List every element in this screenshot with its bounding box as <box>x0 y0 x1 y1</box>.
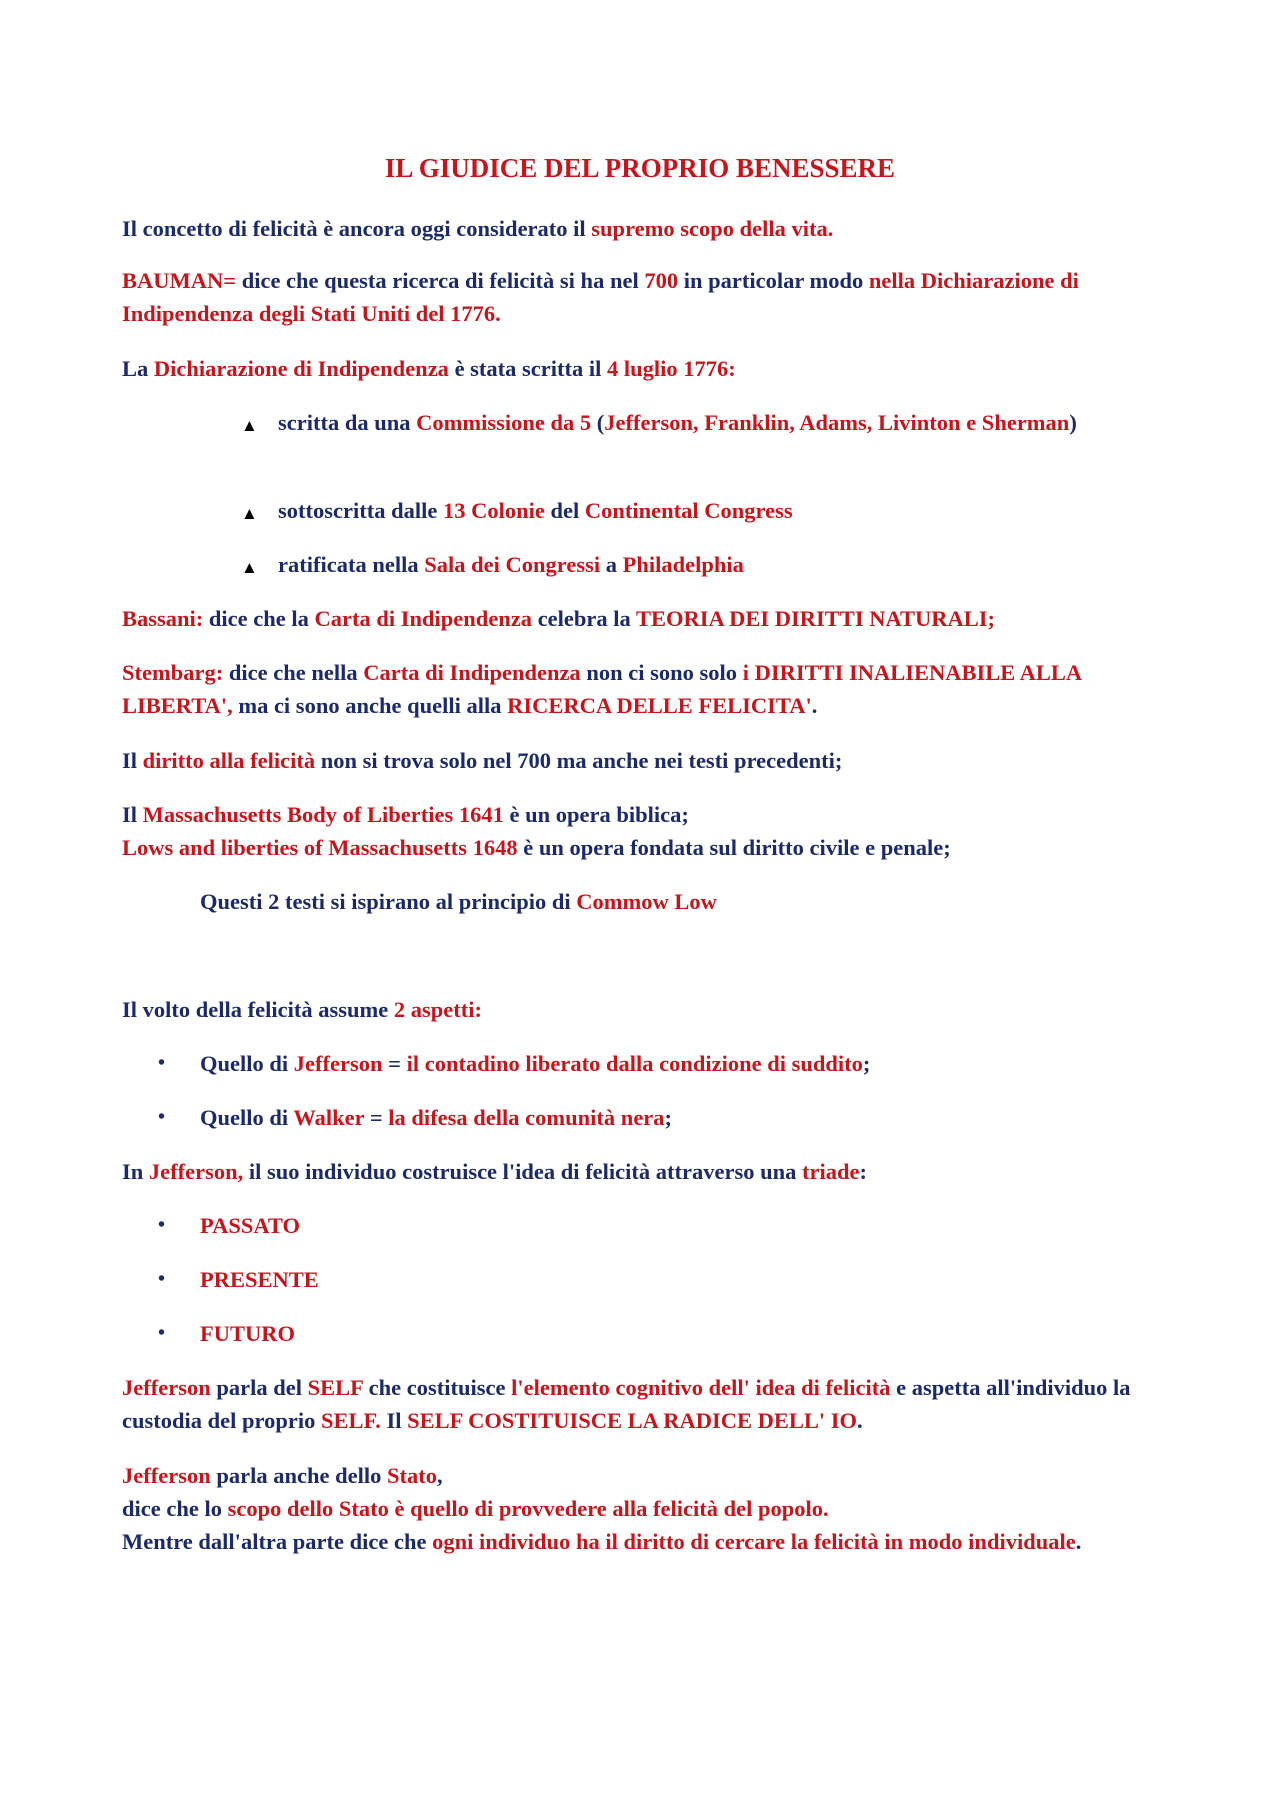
text: Il <box>122 802 143 827</box>
highlight: Jefferson <box>122 1375 211 1400</box>
highlight: la difesa della comunità nera <box>388 1105 665 1130</box>
list-item <box>200 1047 1160 1080</box>
paragraph-diritto <box>122 744 1162 777</box>
dot-bullet-icon: • <box>158 1268 166 1290</box>
triade-item-futuro: FUTURO <box>200 1321 295 1346</box>
highlight: SELF COSTITUISCE LA RADICE DELL' IO <box>407 1408 858 1433</box>
highlight: 700 <box>644 268 679 293</box>
highlight: SELF. <box>320 1408 381 1433</box>
highlight: Continental Congress <box>584 498 793 523</box>
text: dice che nella <box>223 660 364 685</box>
highlight: nella Dichiarazione di Indipendenza degli Stati Uniti del 1776. <box>122 268 1079 326</box>
text: Il <box>122 748 143 773</box>
text: è stata scritta il <box>448 356 608 381</box>
page-title: IL GIUDICE DEL PROPRIO BENESSERE <box>384 153 896 183</box>
highlight: TEORIA DEI DIRITTI NATURALI; <box>636 606 996 631</box>
text: celebra la <box>532 606 636 631</box>
text: Il concetto di felicità è ancora oggi considerato il <box>122 216 592 241</box>
text: il suo individuo costruisce l'idea di felicità attraverso una <box>243 1159 803 1184</box>
highlight: ogni individuo ha il diritto di cercare la felicità in modo individuale <box>432 1529 1076 1554</box>
text: ( <box>591 410 605 435</box>
text: ) <box>1069 410 1077 435</box>
paragraph-stato <box>122 1459 1162 1492</box>
highlight: scopo dello Stato è quello di provvedere alla felicità del popolo. <box>227 1496 829 1521</box>
text: dice che questa ricerca di felicità si ha nel <box>236 268 645 293</box>
list-item <box>278 548 1158 581</box>
paragraph-bauman <box>122 264 1162 330</box>
text: , <box>436 1463 443 1488</box>
text: è un opera fondata sul diritto civile e penale; <box>517 835 951 860</box>
list-item <box>200 1101 1160 1134</box>
list-item <box>278 406 1158 439</box>
text: Quello di <box>200 1051 294 1076</box>
text: Quello di <box>200 1105 294 1130</box>
paragraph-individuo <box>122 1525 1162 1558</box>
dot-bullet-icon: • <box>158 1322 166 1344</box>
list-item <box>278 494 1158 527</box>
highlight: Jefferson <box>293 1051 383 1076</box>
text: : <box>859 1159 867 1184</box>
highlight: Jefferson, Franklin, Adams, Livinton e Sherman <box>604 410 1070 435</box>
text: ma ci sono anche quelli alla <box>232 693 508 718</box>
highlight: 2 aspetti: <box>393 997 482 1022</box>
dot-bullet-icon: • <box>158 1214 166 1236</box>
text: non ci sono solo <box>580 660 743 685</box>
paragraph-commow-low <box>200 885 1160 918</box>
text: dice che lo <box>122 1496 228 1521</box>
text: . <box>811 693 818 718</box>
black-triangle-bullet-icon: ▲ <box>241 416 258 435</box>
paragraph-stembarg <box>122 656 1162 722</box>
highlight: SELF <box>307 1375 364 1400</box>
text: . <box>1075 1529 1082 1554</box>
text: ; <box>664 1105 673 1130</box>
highlight: Dichiarazione di Indipendenza <box>153 356 449 381</box>
text: sottoscritta dalle <box>278 498 443 523</box>
paragraph-volto <box>122 993 1162 1026</box>
text: che costituisce <box>363 1375 512 1400</box>
author-name: Bassani: <box>122 606 204 631</box>
paragraph-massachusetts-1648 <box>122 831 1162 864</box>
highlight: i DIRITTI INALIENABILE ALLA LIBERTA', <box>122 660 1081 718</box>
paragraph-bassani <box>122 602 1162 635</box>
highlight: Commow Low <box>576 889 717 914</box>
highlight: Jefferson, <box>148 1159 244 1184</box>
text: è un opera biblica; <box>503 802 689 827</box>
text: in particolar modo <box>678 268 869 293</box>
highlight: supremo scopo della vita. <box>591 216 834 241</box>
text: dice che la <box>203 606 315 631</box>
highlight: diritto alla felicità <box>142 748 316 773</box>
text: Il <box>380 1408 408 1433</box>
text: parla anche dello <box>210 1463 387 1488</box>
triade-item-presente: PRESENTE <box>200 1267 319 1292</box>
text: Questi 2 testi si ispirano al principio di <box>200 889 577 914</box>
paragraph-dichiarazione <box>122 352 1162 385</box>
paragraph-massachusetts-1641 <box>122 798 1162 831</box>
text: del <box>544 498 585 523</box>
text: Mentre dall'altra parte dice che <box>122 1529 433 1554</box>
black-triangle-bullet-icon: ▲ <box>241 504 258 523</box>
author-name: Stembarg: <box>122 660 224 685</box>
text: e aspetta all'individuo la custodia del proprio <box>122 1375 1131 1433</box>
text: ratificata nella <box>278 552 425 577</box>
triade-item-passato: PASSATO <box>200 1213 301 1238</box>
text: scritta da una <box>278 410 417 435</box>
text: = <box>382 1051 407 1076</box>
highlight: Sala dei Congressi <box>424 552 601 577</box>
text: a <box>600 552 623 577</box>
highlight: Carta di Indipendenza <box>363 660 581 685</box>
highlight: Walker <box>293 1105 365 1130</box>
highlight: Carta di Indipendenza <box>314 606 533 631</box>
highlight: Commissione da 5 <box>416 410 592 435</box>
text: . <box>857 1408 863 1433</box>
highlight: Massachusetts Body of Liberties 1641 <box>142 802 504 827</box>
dot-bullet-icon: • <box>158 1106 166 1128</box>
black-triangle-bullet-icon: ▲ <box>241 558 258 577</box>
highlight: Jefferson <box>122 1463 211 1488</box>
text: ; <box>862 1051 871 1076</box>
highlight: 4 luglio 1776: <box>607 356 736 381</box>
author-name: BAUMAN= <box>122 268 237 293</box>
text: non si trova solo nel 700 ma anche nei testi precedenti; <box>315 748 843 773</box>
text: Il volto della felicità assume <box>122 997 394 1022</box>
highlight: il contadino liberato dalla condizione di suddito <box>406 1051 863 1076</box>
highlight: triade <box>802 1159 860 1184</box>
paragraph-concept <box>122 212 1162 245</box>
highlight: l'elemento cognitivo dell' idea di felicità <box>511 1375 891 1400</box>
text: In <box>122 1159 149 1184</box>
dot-bullet-icon: • <box>158 1052 166 1074</box>
highlight: Stato <box>386 1463 437 1488</box>
highlight: Philadelphia <box>622 552 744 577</box>
paragraph-self <box>122 1371 1162 1437</box>
highlight: RICERCA DELLE FELICITA' <box>507 693 812 718</box>
text: = <box>364 1105 389 1130</box>
paragraph-scopo-stato <box>122 1492 1162 1525</box>
text: La <box>122 356 154 381</box>
highlight: Lows and liberties of Massachusetts 1648 <box>122 835 518 860</box>
paragraph-triade <box>122 1155 1162 1188</box>
text: parla del <box>210 1375 308 1400</box>
highlight: 13 Colonie <box>442 498 545 523</box>
